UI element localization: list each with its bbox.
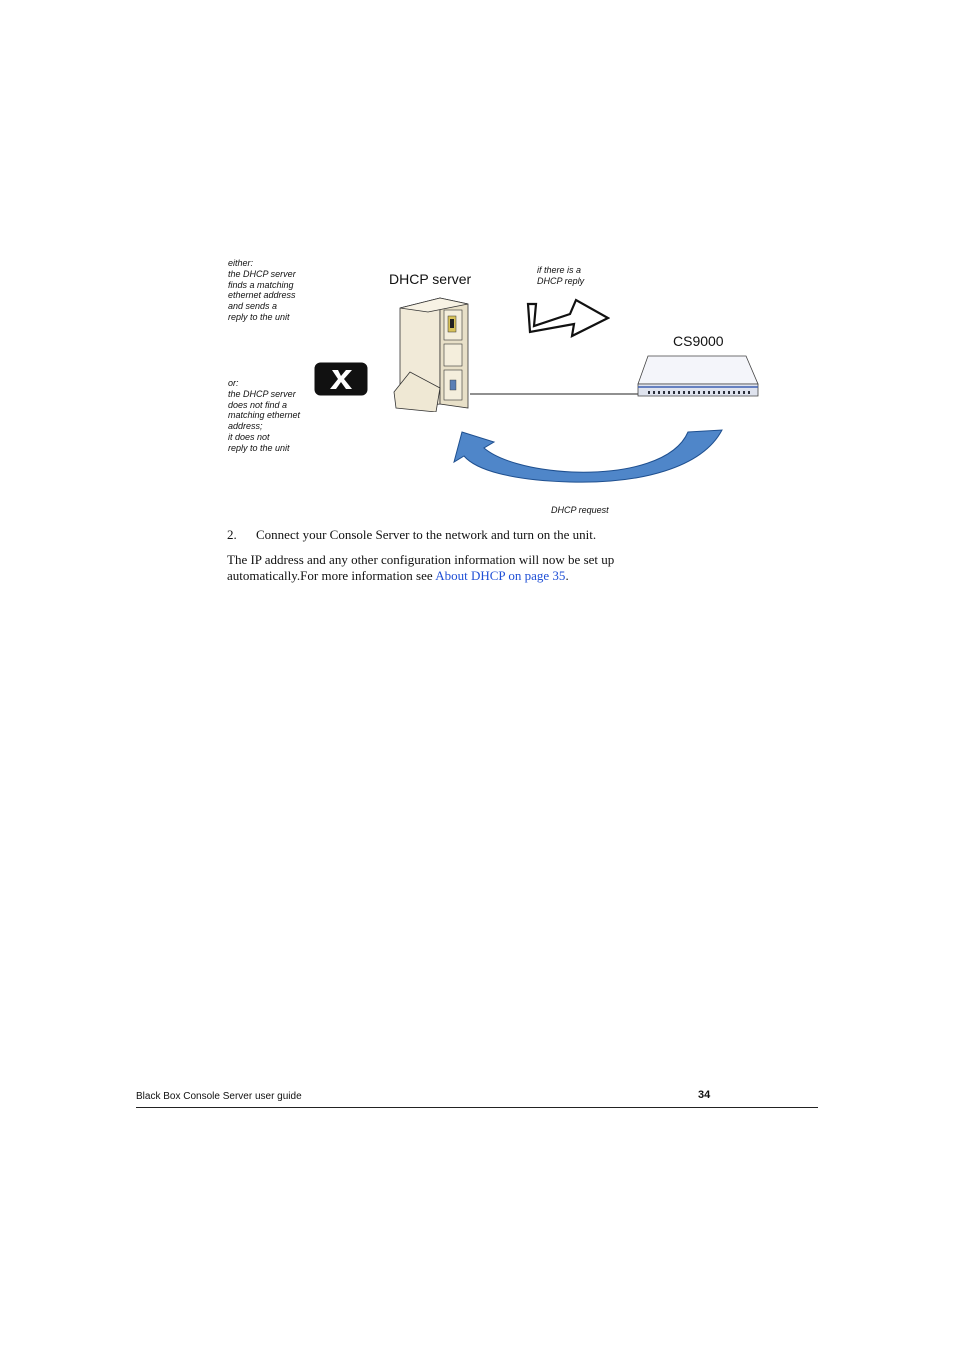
either-note: either: the DHCP server finds a matching ethernet address and sends a reply to the unit <box>228 258 296 322</box>
paragraph-line-2: automatically.For more information see About DHCP on page 35. <box>227 568 569 583</box>
reply-note: if there is a DHCP reply <box>537 265 585 286</box>
step-item <box>227 527 597 543</box>
step-number: 2. <box>227 527 237 542</box>
body-paragraph <box>227 552 614 584</box>
paragraph-line-1: The IP address and any other configuration information will now be set up <box>227 552 615 567</box>
curved-arrow-icon <box>440 424 730 490</box>
about-dhcp-link[interactable]: About DHCP on page 35 <box>435 568 566 583</box>
footer-divider <box>136 1107 818 1108</box>
footer-title: Black Box Console Server user guide <box>136 1091 302 1102</box>
or-note: or: the DHCP server does not find a matching ethernet address; it does not reply to the unit <box>228 378 301 453</box>
console-server-icon <box>636 354 760 400</box>
reply-arrow-icon <box>524 296 610 338</box>
page-number: 34 <box>698 1089 711 1101</box>
dhcp-server-label: DHCP server <box>389 271 472 287</box>
step-text: Connect your Console Server to the network and turn on the unit. <box>256 527 597 542</box>
x-mark-icon <box>314 362 368 396</box>
network-cable <box>470 392 650 396</box>
request-label: DHCP request <box>551 505 609 515</box>
server-tower-icon <box>392 296 476 412</box>
device-label: CS9000 <box>673 333 724 349</box>
